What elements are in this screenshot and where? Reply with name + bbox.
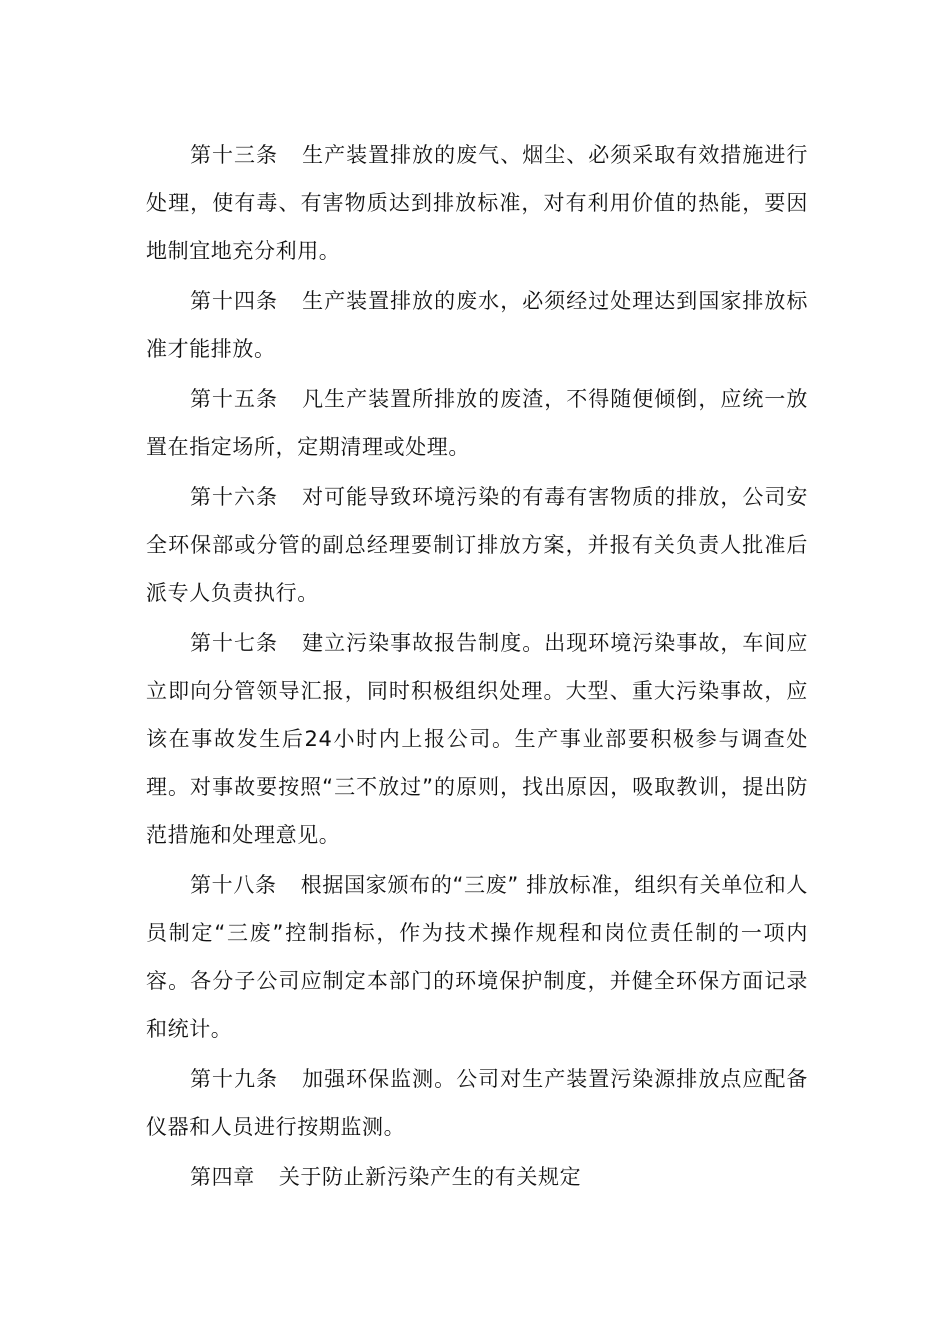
article-text: 生产装置排放的废气、烟尘、必须采取有效措施进行处理，使有毒、有害物质达到排放标准，对有利用价值的热能，要因地制宜地充分利用。 [146,143,808,263]
article-16 [146,473,808,617]
article-13 [146,131,808,275]
article-text: 对可能导致环境污染的有毒有害物质的排放，公司安全环保部或分管的副总经理要制订排放方案，并报有关负责人批准后派专人负责执行。 [146,485,808,605]
article-number: 第十七条 [190,631,279,655]
chapter-heading [146,1153,808,1201]
article-text: 建立污染事故报告制度。出现环境污染事故，车间应立即向分管领导汇报，同时积极组织处理。大型、重大污染事故，应该在事故发生后24小时内上报公司。生产事业部要积极参与调查处理。对事故要按照“三不放过”的原则，找出原因，吸取教训，提出防范措施和处理意见。 [146,631,808,847]
article-number: 第十五条 [190,387,279,411]
article-17 [146,619,808,859]
article-text: 根据国家颁布的“三废” 排放标准，组织有关单位和人员制定“三废”控制指标，作为技术操作规程和岗位责任制的一项内容。各分子公司应制定本部门的环境保护制度，并健全环保方面记录和统计。 [146,873,809,1041]
article-15 [146,375,808,471]
article-number: 第十九条 [190,1067,279,1091]
chapter-title: 关于防止新污染产生的有关规定 [278,1165,582,1189]
article-14 [146,277,808,373]
document-body [146,131,808,1201]
article-number: 第十六条 [190,485,279,509]
article-number: 第十八条 [190,873,277,897]
article-number: 第十三条 [190,143,279,167]
article-19 [146,1055,808,1151]
article-number: 第十四条 [190,289,279,313]
article-text: 生产装置排放的废水，必须经过处理达到国家排放标准才能排放。 [146,289,808,361]
article-text: 加强环保监测。公司对生产装置污染源排放点应配备仪器和人员进行按期监测。 [146,1067,808,1139]
article-text: 凡生产装置所排放的废渣，不得随便倾倒，应统一放置在指定场所，定期清理或处理。 [146,387,808,459]
chapter-number: 第四章 [190,1165,255,1189]
article-18 [146,861,808,1053]
